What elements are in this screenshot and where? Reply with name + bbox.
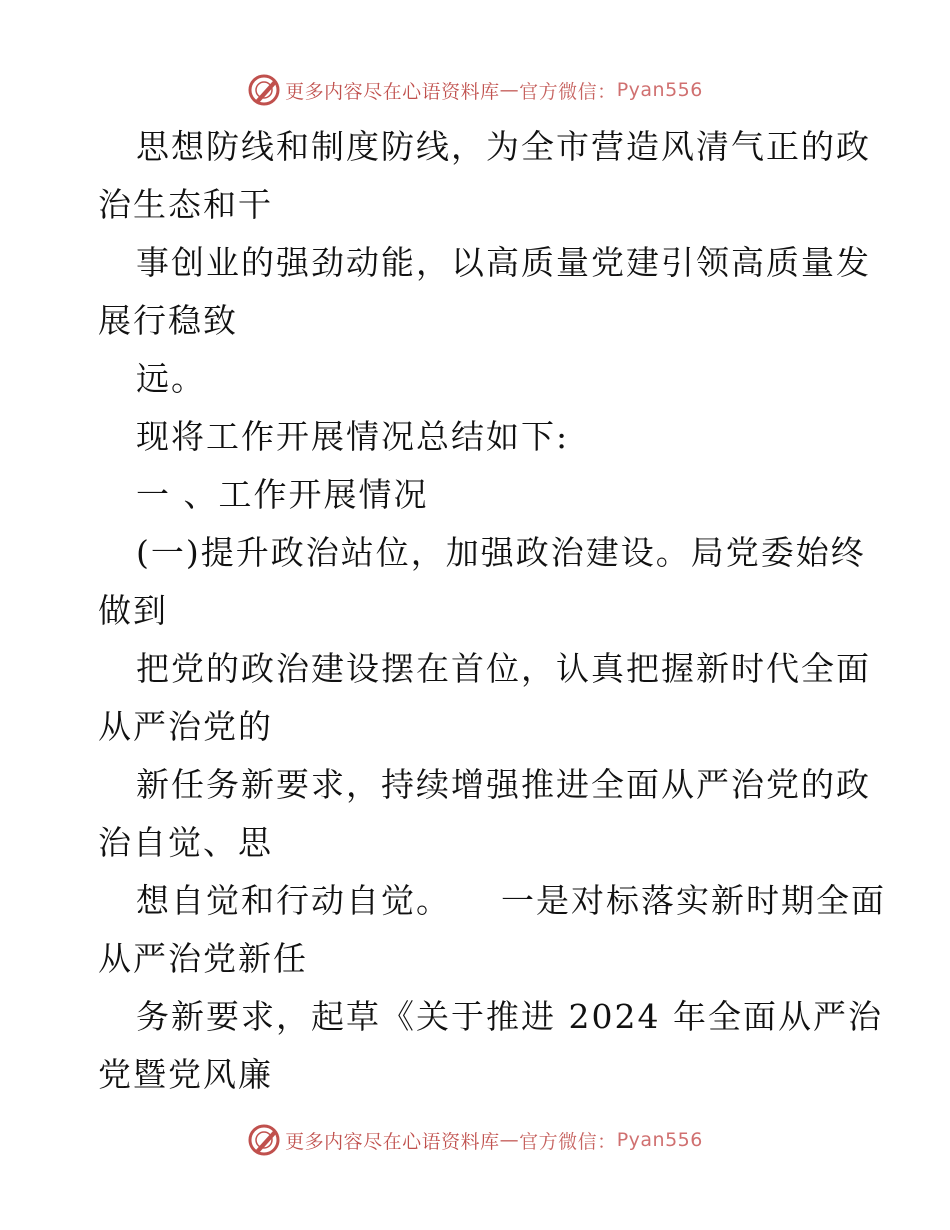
text-line: 治自觉、思 bbox=[98, 823, 273, 862]
watermark-separator: — bbox=[499, 79, 520, 101]
text-line: 从严治党的 bbox=[98, 707, 273, 746]
pen-circle-logo-icon bbox=[247, 73, 281, 107]
watermark-id: Pyan556 bbox=[616, 1129, 703, 1151]
watermark-id: Pyan556 bbox=[616, 79, 703, 101]
watermark-sub-text: 官方微信： bbox=[519, 80, 617, 103]
text-line: 治生态和干 bbox=[98, 185, 273, 224]
text-line: 务新要求，起草《关于推进 2024 年全面从严治 bbox=[136, 997, 883, 1036]
text-line: 思想防线和制度防线，为全市营造风清气正的政 bbox=[136, 127, 871, 166]
watermark-separator: — bbox=[499, 1129, 520, 1151]
text-line: 把党的政治建设摆在首位，认真把握新时代全面 bbox=[136, 649, 871, 688]
pen-circle-logo-icon bbox=[247, 1123, 281, 1157]
text-line: 做到 bbox=[98, 591, 168, 630]
text-line: 从严治党新任 bbox=[98, 939, 308, 978]
watermark-main-text: 更多内容尽在心语资料库 bbox=[285, 80, 500, 103]
text-line: 展行稳致 bbox=[98, 301, 238, 340]
text-line: 现将工作开展情况总结如下: bbox=[136, 417, 570, 456]
watermark-sub-text: 官方微信： bbox=[519, 1130, 617, 1153]
text-line: 党暨党风廉 bbox=[98, 1055, 273, 1094]
text-line: 事创业的强劲动能，以高质量党建引领高质量发 bbox=[136, 243, 871, 282]
watermark-header bbox=[0, 70, 950, 110]
text-line: (一)提升政治站位，加强政治建设。局党委始终 bbox=[136, 533, 866, 572]
document-body bbox=[98, 118, 886, 1104]
watermark-footer bbox=[0, 1120, 950, 1160]
text-line: 新任务新要求，持续增强推进全面从严治党的政 bbox=[136, 765, 871, 804]
section-heading: 一 、工作开展情况 bbox=[136, 475, 429, 514]
text-line: 想自觉和行动自觉。 一是对标落实新时期全面 bbox=[136, 881, 886, 920]
text-line: 远。 bbox=[136, 359, 206, 398]
watermark-main-text: 更多内容尽在心语资料库 bbox=[285, 1130, 500, 1153]
